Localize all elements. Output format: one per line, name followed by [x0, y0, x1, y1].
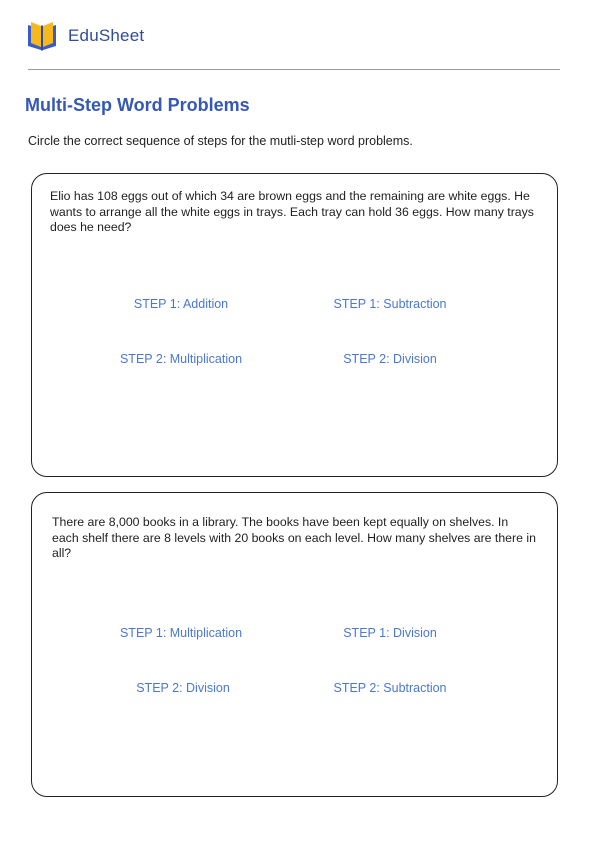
step-option-addition[interactable]: STEP 1: Addition — [133, 297, 229, 311]
problem-card-2 — [31, 492, 558, 797]
step-option-multiplication[interactable]: STEP 1: Multiplication — [119, 626, 243, 640]
header-divider — [28, 69, 560, 70]
instructions: Circle the correct sequence of steps for the mutli-step word problems. — [28, 134, 413, 148]
problem-question: Elio has 108 eggs out of which 34 are brown eggs and the remaining are white eggs. He wants to arrange all the white eggs in trays. Each tray can hold 36 eggs. How many trays does he need? — [50, 189, 534, 234]
step-option-multiplication[interactable]: STEP 2: Multiplication — [119, 352, 243, 366]
step-option-division[interactable]: STEP 1: Division — [343, 626, 437, 640]
header — [26, 20, 144, 52]
step-option-subtraction[interactable]: STEP 1: Subtraction — [333, 297, 447, 311]
page-title: Multi-Step Word Problems — [25, 95, 250, 115]
step-option-subtraction[interactable]: STEP 2: Subtraction — [333, 681, 447, 695]
step-option-division[interactable]: STEP 2: Division — [136, 681, 230, 695]
problem-card-1 — [31, 173, 558, 477]
step-option-division[interactable]: STEP 2: Division — [343, 352, 437, 366]
brand-name: EduSheet — [68, 26, 145, 45]
open-book-icon — [26, 21, 58, 51]
problem-question: There are 8,000 books in a library. The books have been kept equally on shelves. In each shelf there are 8 levels with 20 books on each level. How many shelves are there in all? — [52, 515, 536, 560]
